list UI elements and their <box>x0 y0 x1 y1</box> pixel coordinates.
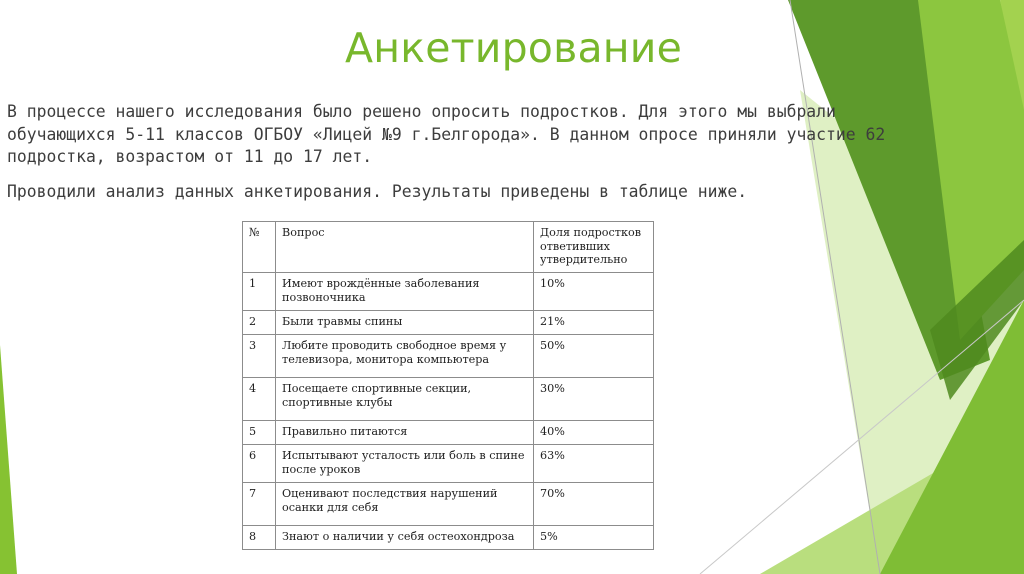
row-share: 21% <box>534 311 654 335</box>
row-share: 40% <box>534 421 654 445</box>
row-question: Были травмы спины <box>276 311 534 335</box>
left-edge-triangle <box>0 345 17 574</box>
header-number: № <box>243 222 276 273</box>
row-share: 63% <box>534 445 654 483</box>
row-share: 5% <box>534 526 654 550</box>
row-number: 1 <box>243 273 276 311</box>
row-number: 6 <box>243 445 276 483</box>
table-row <box>243 526 654 550</box>
row-share: 70% <box>534 483 654 526</box>
table-header-row <box>243 222 654 273</box>
row-question: Любите проводить свободное время у телевизора, монитора компьютера <box>276 335 534 378</box>
table-row <box>243 335 654 378</box>
table-row <box>243 421 654 445</box>
header-share: Доля подростков ответивших утвердительно <box>534 222 654 273</box>
table-row <box>243 483 654 526</box>
row-number: 7 <box>243 483 276 526</box>
row-question: Знают о наличии у себя остеохондроза <box>276 526 534 550</box>
row-question: Правильно питаются <box>276 421 534 445</box>
survey-results-table <box>242 221 654 550</box>
table-row <box>243 311 654 335</box>
table-row <box>243 378 654 421</box>
table-row <box>243 445 654 483</box>
row-number: 8 <box>243 526 276 550</box>
row-question: Оценивают последствия нарушений осанки для себя <box>276 483 534 526</box>
row-number: 5 <box>243 421 276 445</box>
row-number: 2 <box>243 311 276 335</box>
slide-title: Анкетирование <box>345 24 683 72</box>
row-question: Имеют врождённые заболевания позвоночника <box>276 273 534 311</box>
row-share: 30% <box>534 378 654 421</box>
row-number: 3 <box>243 335 276 378</box>
row-share: 50% <box>534 335 654 378</box>
row-question: Испытывают усталость или боль в спине после уроков <box>276 445 534 483</box>
analysis-paragraph: Проводили анализ данных анкетирования. Результаты приведены в таблице ниже. <box>7 182 748 201</box>
table-row <box>243 273 654 311</box>
row-share: 10% <box>534 273 654 311</box>
row-number: 4 <box>243 378 276 421</box>
intro-paragraph: В процессе нашего исследования было решено опросить подростков. Для этого мы выбрали обучающихся 5-11 классов ОГБОУ «Лицей №9 г.Белгорода». В данном опросе приняли участие 62 подростка, возрастом от 11 до 17 лет. <box>7 102 886 166</box>
row-question: Посещаете спортивные секции, спортивные клубы <box>276 378 534 421</box>
header-question: Вопрос <box>276 222 534 273</box>
